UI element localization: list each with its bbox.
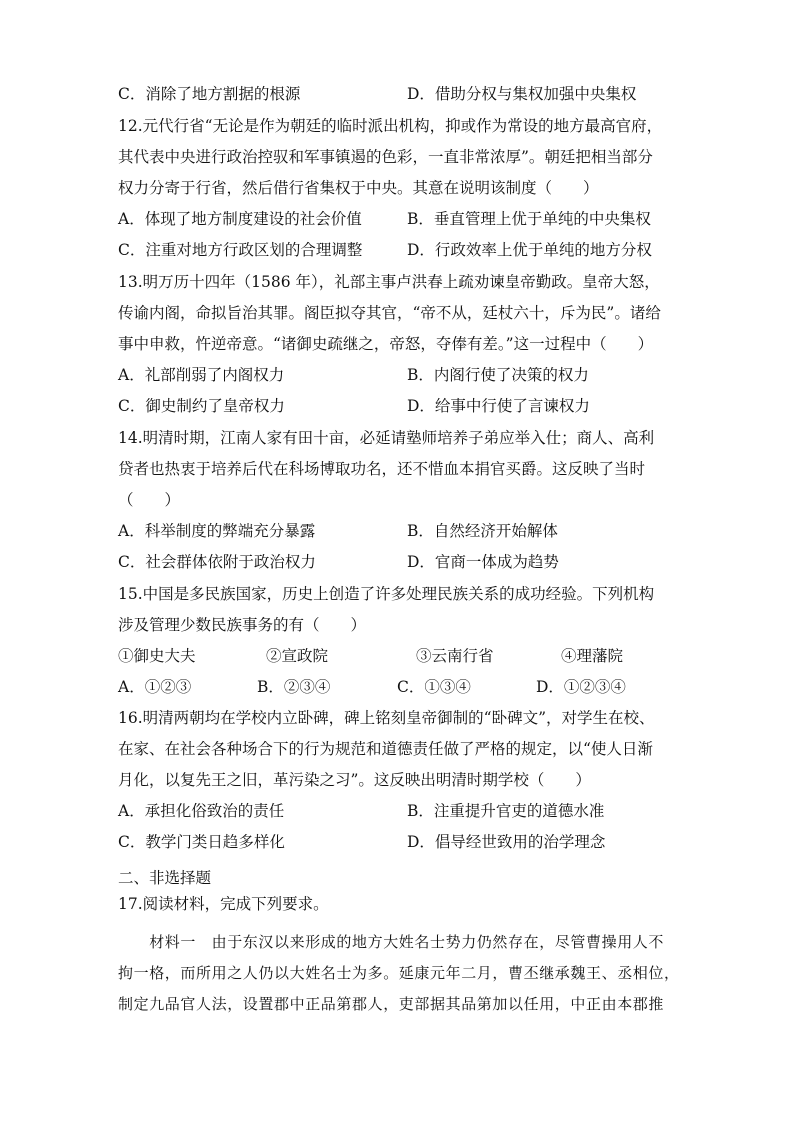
section-title: 二、非选择题 — [118, 869, 212, 887]
q16-option-d: D．倡导经世致用的治学理念 — [407, 833, 606, 851]
q13-stem-line-1: 13.明万历十四年（1586 年），礼部主事卢洪春上疏劝谏皇帝勤政。皇帝大怒， — [118, 273, 660, 291]
q14-stem-line-1: 14.明清时期，江南人家有田十亩，必延请塾师培养子弟应举入仕；商人、高利 — [118, 429, 655, 447]
q15-item-2: ②宣政院 — [266, 647, 329, 665]
q14-stem-line-2: 贷者也热衷于培养后代在科场博取功名，还不惜血本捐官买爵。这反映了当时 — [118, 460, 646, 478]
q16-stem-line-2: 在家、在社会各种场合下的行为规范和道德责任做了严格的规定，以“使人日渐 — [118, 740, 653, 758]
q15-item-3: ③云南行省 — [416, 647, 494, 665]
q15-option-c: C．①③④ — [397, 678, 471, 696]
q16-option-a: A．承担化俗致治的责任 — [118, 802, 285, 820]
q14-stem-line-3: （ ） — [118, 491, 181, 509]
q14-option-c: C．社会群体依附于政治权力 — [118, 553, 316, 571]
q11-option-d: D．借助分权与集权加强中央集权 — [407, 85, 637, 103]
q13-stem-line-2: 传谕内阁，命拟旨治其罪。阁臣拟夺其官，“帝不从，廷杖六十，斥为民”。诸给 — [118, 304, 661, 322]
q12-option-c: C．注重对地方行政区划的合理调整 — [118, 241, 363, 259]
q17-prompt: 17.阅读材料，完成下列要求。 — [118, 895, 329, 913]
q15-stem-line-1: 15.中国是多民族国家，历史上创造了许多处理民族关系的成功经验。下列机构 — [118, 585, 655, 603]
material1-line-2: 拘一格，而所用之人仍以大姓名士为多。延康元年二月，曹丕继承魏王、丞相位， — [118, 964, 680, 982]
q12-stem-line-1: 12.元代行省“无论是作为朝廷的临时派出机构，抑或作为常设的地方最高官府， — [118, 117, 663, 135]
q13-stem-line-3: 事中申救，忤逆帝意。“诸御史疏继之，帝怒，夺俸有差。”这一过程中（ ） — [118, 335, 654, 353]
q13-option-a: A．礼部削弱了内阁权力 — [118, 366, 285, 384]
material1-line-3: 制定九品官人法，设置郡中正品第郡人，吏部据其品第加以任用，中正由本郡推 — [118, 995, 665, 1013]
q14-option-b: B．自然经济开始解体 — [407, 522, 558, 540]
q12-option-d: D．行政效率上优于单纯的地方分权 — [407, 241, 652, 259]
q15-item-1: ①御史大夫 — [118, 647, 196, 665]
q12-stem-line-3: 权力分寄于行省，然后借行省集权于中央。其意在说明该制度（ ） — [118, 179, 599, 197]
q14-option-d: D．官商一体成为趋势 — [407, 553, 559, 571]
q15-option-b: B．②③④ — [257, 678, 331, 696]
q13-option-c: C．御史制约了皇帝权力 — [118, 397, 285, 415]
material1-line-1: 材料一 由于东汉以来形成的地方大姓名士势力仍然存在，尽管曹操用人不 — [118, 933, 665, 951]
q16-stem-line-3: 月化，以复先王之旧，革污染之习”。这反映出明清时期学校（ ） — [118, 771, 591, 789]
q16-option-c: C．教学门类日趋多样化 — [118, 833, 285, 851]
q12-option-b: B．垂直管理上优于单纯的中央集权 — [407, 210, 651, 228]
q13-option-d: D．给事中行使了言谏权力 — [407, 397, 590, 415]
q12-option-a: A．体现了地方制度建设的社会价值 — [118, 210, 362, 228]
q16-stem-line-1: 16.明清两朝均在学校内立卧碑，碑上铭刻皇帝御制的“卧碑文”，对学生在校、 — [118, 709, 655, 727]
q15-item-4: ④理藩院 — [561, 647, 624, 665]
q12-stem-line-2: 其代表中央进行政治控驭和军事镇遏的色彩，一直非常浓厚”。朝廷把相当部分 — [118, 148, 653, 166]
q15-option-a: A．①②③ — [118, 678, 192, 696]
q15-stem-line-2: 涉及管理少数民族事务的有（ ） — [118, 616, 367, 634]
q14-option-a: A．科举制度的弊端充分暴露 — [118, 522, 316, 540]
q13-option-b: B．内阁行使了决策的权力 — [407, 366, 589, 384]
q15-option-d: D．①②③④ — [536, 678, 626, 696]
q11-option-c: C．消除了地方割据的根源 — [118, 85, 301, 103]
q16-option-b: B．注重提升官吏的道德水准 — [407, 802, 605, 820]
